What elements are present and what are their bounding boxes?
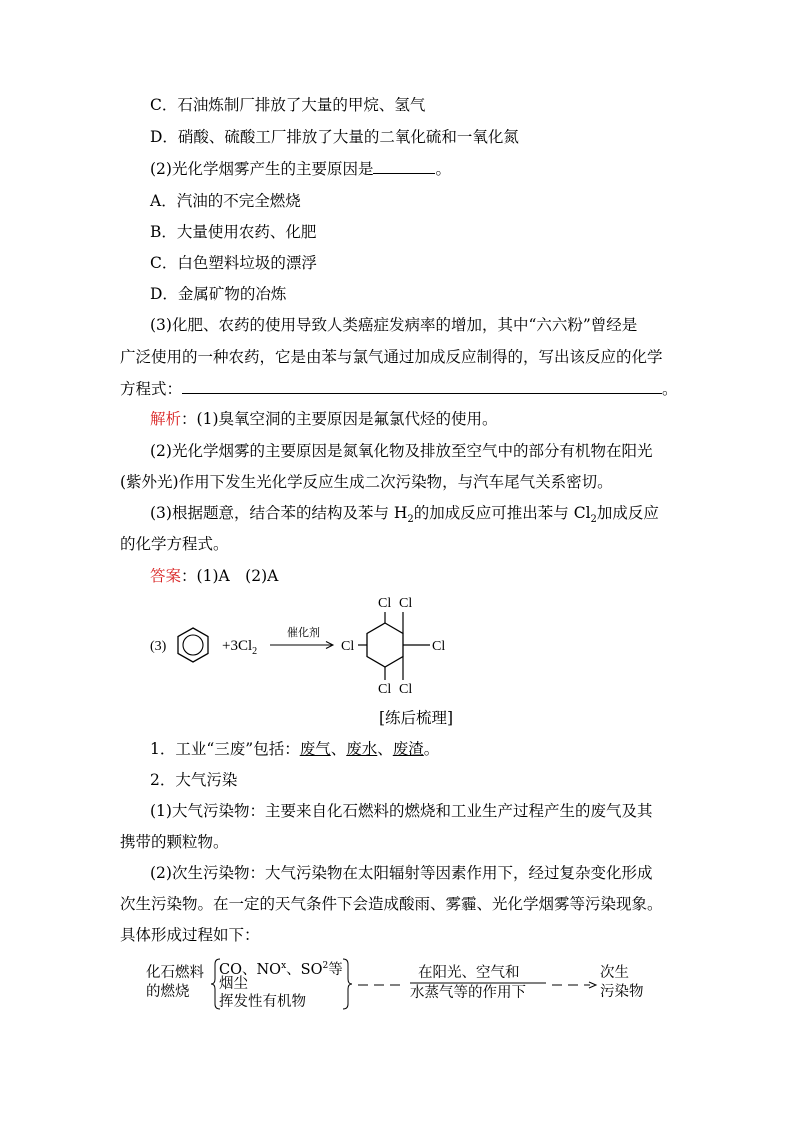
cl-label-left: Cl [341,639,355,654]
q2-option-a: A．汽油的不完全燃烧 [150,192,301,210]
q2-option-d: D．金属矿物的冶炼 [150,285,287,303]
flow-source-line-2: 的燃烧 [146,984,190,1000]
cl-label-right: Cl [432,639,446,654]
analysis-p3-sub2: 2 [590,514,597,526]
analysis-p1 [150,409,498,429]
cl-label-top-left: Cl [378,596,392,611]
right-brace-icon [341,958,353,1010]
q3-line-3-text: 方程式： [120,380,183,398]
answer-line [150,566,278,586]
flow-item-1-sup-2: 2 [322,961,329,971]
analysis-p2-line-2: (紫外光)作用下发生光化学反应生成二次污染物，与汽车尾气关系密切。 [120,473,613,491]
flow-item-voc: 挥发性有机物 [219,994,306,1010]
q1-option-d: D．硝酸、硫酸工厂排放了大量的二氧化硫和一氧化氮 [150,128,519,146]
benzene-ring-icon [178,628,208,662]
review-item-1 [150,739,439,759]
waste-gas-term: 废气 [299,740,331,758]
analysis-p3-a: (3)根据题意，结合苯的结构及苯与 H [150,504,408,522]
q2-option-b: B．大量使用农药、化肥 [150,223,317,241]
review-p1-line-1: (1)大气污染物：主要来自化石燃料的燃烧和工业生产过程产生的废气及其 [150,802,653,820]
answer-blank [373,159,435,174]
review-p2-line-3: 具体形成过程如下： [120,926,260,944]
analysis-p3-line-1 [150,503,659,530]
flow-condition-line-1: 在阳光、空气和 [418,965,520,981]
waste-residue-term: 废渣 [392,740,424,758]
analysis-colon: ： [181,410,197,428]
review-p2-line-2: 次生污染物。在一定的天气条件下会造成酸雨、雾霾、光化学烟雾等污染现象。 [120,895,663,913]
separator: 、 [377,740,393,758]
review-heading: [练后梳理] [379,709,454,727]
flow-item-smoke-dust: 烟尘 [219,976,248,992]
analysis-p2-line-1: (2)光化学烟雾的主要原因是氮氧化物及排放至空气中的部分有机物在阳光 [150,442,653,460]
hexachlorocyclohexane-ring-icon [358,612,430,680]
flow-result-line-2: 污染物 [600,984,644,1000]
review-p2-line-1: (2)次生污染物：大气污染物在太阳辐射等因素作用下，经过复杂变化形成 [150,864,653,882]
flow-item-1-b: 、SO [286,961,323,978]
q2-stem-end: 。 [435,160,451,178]
analysis-p3-b: 的加成反应可推出苯与 Cl [413,504,591,522]
equation-prefix: (3) [150,639,167,654]
equation-catalyst: 催化剂 [287,627,320,639]
reaction-arrow-icon [270,642,333,649]
flow-result-line-1: 次生 [600,965,629,981]
review-item-2: 2．大气污染 [150,771,238,789]
flow-source-line-1: 化石燃料 [146,965,204,981]
flow-item-1-a: CO、NO [219,961,282,978]
answer-text: (1)A (2)A [196,567,279,585]
separator: 、 [330,740,347,758]
answer-colon: ： [181,567,197,585]
cl-label-top-right: Cl [399,596,413,611]
chemical-equation [140,590,470,702]
dashed-arrow-icon [550,980,598,990]
analysis-p1-text: (1)臭氧空洞的主要原因是氟氯代烃的使用。 [196,410,498,428]
waste-water-term: 废水 [346,740,378,758]
cl-label-bottom-right: Cl [399,682,413,697]
dashed-connector-icon [356,980,406,990]
analysis-p3-line-2: 的化学方程式。 [120,535,229,553]
review-item-1-text: 1．工业“三废”包括： [150,740,300,758]
period: 。 [423,740,440,758]
q3-line-2: 广泛使用的一种农药，它是由苯与氯气通过加成反应制得的，写出该反应的化学 [120,348,663,366]
flow-item-1-c: 等 [328,961,343,978]
analysis-p3-sub1: 2 [407,514,414,526]
q2-stem [150,159,451,179]
review-p1-line-2: 携带的颗粒物。 [120,833,229,851]
equation-reagent: $+3Cl_2$ [222,638,258,657]
analysis-label: 解析 [150,410,182,428]
analysis-p3-c: 加成反应 [596,504,659,522]
q2-option-c: C．白色塑料垃圾的漂浮 [150,254,317,272]
answer-label: 答案 [150,567,182,585]
cl-label-bottom-left: Cl [378,682,392,697]
flow-condition-line-2: 水蒸气等的作用下 [410,985,526,1001]
q3-line-1: (3)化肥、农药的使用导致人类癌症发病率的增加，其中“六六粉”曾经是 [150,316,638,334]
flow-item-1-sup-x: x [281,961,287,971]
q1-option-c: C．石油炼制厂排放了大量的甲烷、氢气 [150,96,426,114]
answer-blank-long [182,379,662,394]
q3-line-3 [120,379,678,399]
q3-line-3-end: 。 [662,380,678,398]
q2-stem-text: (2)光化学烟雾产生的主要原因是 [150,160,374,178]
